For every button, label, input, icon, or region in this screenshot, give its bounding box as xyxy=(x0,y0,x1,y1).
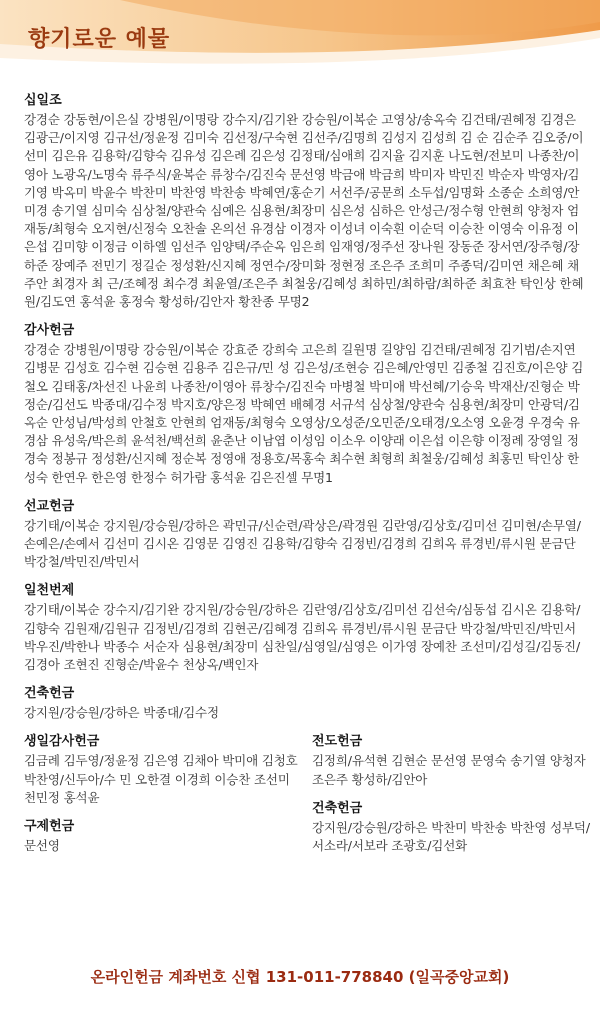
two-column-sections xyxy=(24,733,590,866)
offering-list xyxy=(24,92,590,866)
section-names: 김정희/유석현 김현순 문선영 문영숙 송기열 양청자 조은주 황성하/김안아 xyxy=(312,753,586,787)
section-heading: 건축헌금 xyxy=(312,800,363,816)
section-building-2 xyxy=(312,800,590,855)
section-heading: 생일감사헌금 xyxy=(24,734,100,750)
section-heading: 전도헌금 xyxy=(312,734,363,750)
section-thousand-offering xyxy=(24,582,590,674)
section-mission xyxy=(24,498,590,572)
section-relief xyxy=(24,818,302,855)
section-names: 강지원/강승원/강하은 박찬미 박찬송 박찬영 성부덕/서소라/서보라 조광호/김선화 xyxy=(312,819,590,854)
section-heading: 십일조 xyxy=(24,93,62,108)
section-names: 문선영 xyxy=(24,838,60,854)
section-heading: 감사헌금 xyxy=(24,323,75,339)
section-thanksgiving xyxy=(24,322,590,487)
section-heading: 건축헌금 xyxy=(24,686,75,702)
section-names: 강기태/이복순 강지원/강승원/강하은 곽민규/신순련/곽상은/곽경원 김란영/김상호/김미선 김미현/손무열/손예은/손예서 김선미 김시온 김영문 김영진 김용학/김향숙 김정빈/김경희 김희옥 류경빈/류시원 문금단 박강철/박민진/박민서 xyxy=(24,517,581,570)
section-names: 강지원/강승원/강하은 박종대/김수정 xyxy=(24,705,219,721)
section-tithe xyxy=(24,92,590,311)
section-names: 강경순 강동현/이은실 강병원/이명랑 강수지/김기완 강승원/이복순 고영상/송옥숙 김건태/권혜정 김경은 김광근/이지영 김규선/정윤정 김미숙 김선정/구숙현 김선주/김명희 김성지 김성희 김 순 김순주 김오중/이선미 김은유 김용학/김향숙 김유성 김은례 김은성 김정태/심애희 김지율 김지훈 나도현/전보미 나종찬/이영아 노광옥/노명숙 류주식/윤복순 류창수/김진숙 문선영 박금애 박금희 박미자 박민진 박순자 박영자/김기영 박옥미 박윤수 박찬미 박찬영 박찬송 박혜연/홍순기 서선주/공문희 소두섭/임명화 소종순 소희영/안미경 송기열 심미숙 심상철/양관숙 심예은 심용현/최장미 심은성 심하은 안성근/정수형 안현희 양청자 엄재동/최형숙 오지현/신정숙 오찬솔 온의선 유경삼 이경자 이성녀 이숙흰 이순덕 이승찬 이영숙 이유정 이은섭 김미향 이정금 이하엘 임선주 임양택/주순옥 임은희 임재영/정주선 장나원 장동준 장서연/장주형/장하준 장예주 전민기 정길순 정성환/신지혜 정연수/장미화 정현정 조은주 조희미 주종덕/김미연 채은혜 채주안 최경자 최 근/조혜정 최수경 최윤열/조은주 최철웅/김혜성 최하민/최하람/최하준 최효찬 탁인상 한혜원/김도연 홍석윤 홍정숙 황성하/김안자 황찬종 무명2 xyxy=(24,112,584,310)
section-heading: 선교헌금 xyxy=(24,498,75,514)
section-heading: 일천번제 xyxy=(24,583,75,599)
section-building xyxy=(24,685,590,722)
section-names: 강경순 강병원/이명랑 강승원/이복순 강효준 강희숙 고은희 길원명 길양임 김건태/권혜정 김기범/손지연 김병문 김성호 김수현 김승현 김용주 김은규/민 성 김은성/조현승 김은혜/안영민 김종철 김진호/이은양 김철오 김태홍/차선진 나윤희 나종찬/이영아 류창수/김진숙 마병철 박미애 박선혜/기승욱 박재산/진형순 박정순/김선도 박종대/김수정 박지호/양은정 박혜연 배혜경 서규석 심상철/양관숙 심용현/최장미 안광덕/김옥순 안성님/박성희 안철호 안현희 엄재동/최형숙 오영상/오성준/오민준/오태경/오소영 오윤경 우경숙 유경삼 유성욱/박은희 윤석천/백선희 윤춘난 이남엽 이성임 이소우 이양래 이은섭 이은향 이정례 장영일 정경숙 정봉규 정성환/신지혜 정순복 정영애 정용호/목홍숙 최수현 최형희 최철웅/김혜성 최홍민 탁인상 한성숙 한연우 한은영 한정수 허가람 홍석윤 김은진셀 무명1 xyxy=(24,342,584,485)
section-heading: 구제헌금 xyxy=(24,819,75,835)
section-evangelism xyxy=(312,733,590,788)
section-names: 김금례 김두영/정윤정 김은영 김채아 박미애 김청호 박찬영/신두아/수 민 오한결 이경희 이승찬 조선미 천민정 홍석윤 xyxy=(24,753,298,805)
section-names: 강기태/이복순 강수지/김기완 강지원/강승원/강하은 김란영/김상호/김미선 김선숙/심동섭 김시온 김용학/김향숙 김원재/김원규 김정빈/김경희 김현곤/김혜경 김희옥 류경빈/류시원 문금단 박강철/박민진/박민서 박우진/박한나 박종수 서순자 심용현/최장미 심찬일/심영일/심영은 이가영 장예찬 조선미/김성길/김동진/김경아 조현진 진형순/박윤수 천상옥/백인자 xyxy=(24,602,581,673)
right-column xyxy=(312,733,590,866)
page-title: 향기로운 예물 xyxy=(28,27,171,52)
account-footer: 온라인헌금 계좌번호 신협 131-011-778840 (일곡중앙교회) xyxy=(90,968,510,986)
header-banner xyxy=(0,0,600,72)
left-column xyxy=(24,733,302,866)
section-birthday-thanks xyxy=(24,733,302,807)
